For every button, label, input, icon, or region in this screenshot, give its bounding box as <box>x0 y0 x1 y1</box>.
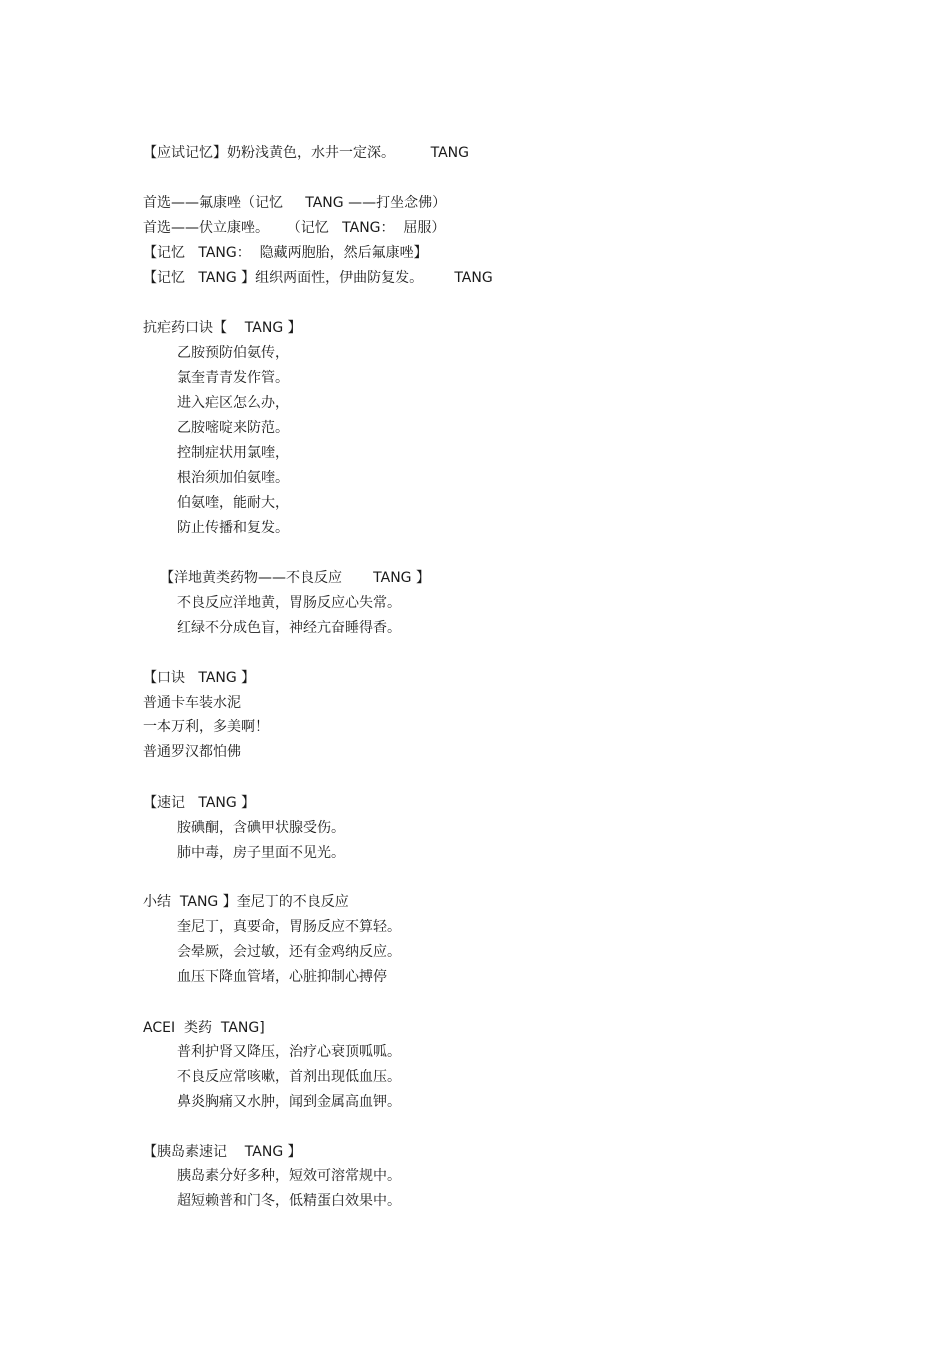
text-line: 血压下降血管堵，心脏抑制心搏停 <box>177 969 387 985</box>
text-line: 超短赖普和门冬，低精蛋白效果中。 <box>177 1193 401 1209</box>
text-line: 首选——氟康唑（记忆 TANG ——打坐念佛） <box>143 195 447 211</box>
section-heading: ACEI 类药 TANG] <box>143 1020 265 1036</box>
text-line: 不良反应洋地黄，胃肠反应心失常。 <box>177 595 401 611</box>
text-line: 胰岛素分好多种，短效可溶常规中。 <box>177 1168 401 1184</box>
text-line: 乙胺嘧啶来防范。 <box>177 420 289 436</box>
text-line: 普通卡车装水泥 <box>143 695 241 711</box>
text-line: 胺碘酮，含碘甲状腺受伤。 <box>177 820 345 836</box>
text-line: 【记忆 TANG： 隐藏两胞胎，然后氟康唑】 <box>143 245 428 261</box>
text-line: 伯氨喹，能耐大， <box>177 495 289 511</box>
text-line: 进入疟区怎么办， <box>177 395 289 411</box>
text-line: 鼻炎胸痛又水肿，闻到金属高血钾。 <box>177 1094 401 1110</box>
text-line: 【记忆 TANG 】组织两面性，伊曲防复发。 TANG <box>143 270 493 286</box>
text-line: 不良反应常咳嗽，首剂出现低血压。 <box>177 1069 401 1085</box>
text-line: 普利护肾又降压，治疗心衰顶呱呱。 <box>177 1044 401 1060</box>
text-line: 首选——伏立康唑。 （记忆 TANG： 屈服） <box>143 220 446 236</box>
section-heading: 【洋地黄类药物——不良反应 TANG 】 <box>160 570 430 586</box>
text-line: 【应试记忆】奶粉浅黄色，水井一定深。 TANG <box>143 145 469 161</box>
text-line: 控制症状用氯喹， <box>177 445 289 461</box>
section-heading: 【口诀 TANG 】 <box>143 670 256 686</box>
text-line: 氯奎青青发作管。 <box>177 370 289 386</box>
section-heading: 小结 TANG 】奎尼丁的不良反应 <box>143 894 349 910</box>
section-heading: 【胰岛素速记 TANG 】 <box>143 1144 302 1160</box>
text-line: 普通罗汉都怕佛 <box>143 744 241 760</box>
text-line: 会晕厥，会过敏，还有金鸡纳反应。 <box>177 944 401 960</box>
text-line: 肺中毒，房子里面不见光。 <box>177 845 345 861</box>
text-line: 根治须加伯氨喹。 <box>177 470 289 486</box>
section-heading: 抗疟药口诀【 TANG 】 <box>143 320 302 336</box>
text-line: 一本万利，多美啊！ <box>143 719 269 735</box>
text-line: 奎尼丁，真要命，胃肠反应不算轻。 <box>177 919 401 935</box>
text-line: 乙胺预防伯氨传， <box>177 345 289 361</box>
section-heading: 【速记 TANG 】 <box>143 795 256 811</box>
text-line: 防止传播和复发。 <box>177 520 289 536</box>
text-line: 红绿不分成色盲，神经亢奋睡得香。 <box>177 620 401 636</box>
